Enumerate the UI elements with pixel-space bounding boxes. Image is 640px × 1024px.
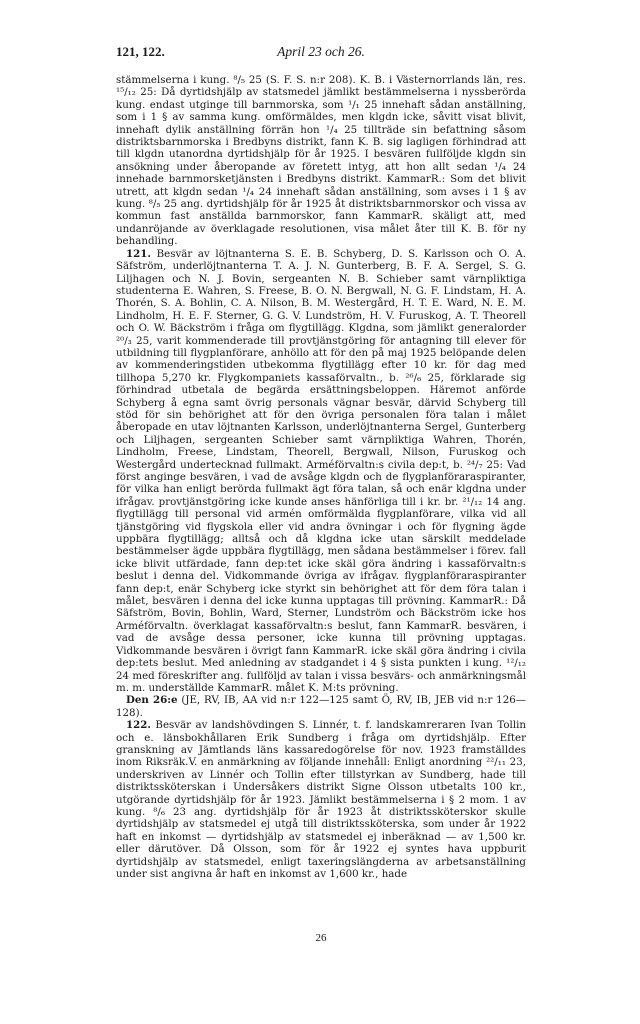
entry-122 bbox=[116, 719, 526, 880]
page-header bbox=[116, 44, 526, 74]
footer-page-number: 26 bbox=[315, 932, 327, 944]
session-participants: (JE, RV, IB, AA vid n:r 122—125 samt Ö, RV, IB, JEB vid n:r 126—128). bbox=[116, 694, 526, 719]
session-date: Den 26:e bbox=[126, 694, 178, 707]
entry-text: Besvär av löjtnanterna S. E. B. Schyberg, D. S. Karlsson och O. A. Säfström, underlöjtnanterna T. A. J. N. Gunterberg, B. F. A. Sergel, S. G. Liljhagen och N. J. Bovin, sergeanten N. B. Schieber samt värnpliktiga studenterna E. Wahren, S. Freese, B. O. N. Bergwall, N. G. F. Lindstam, H. A. Thorén, S. A. Bohlin, C. A. Nilson, B. M. Westergård, H. T. E. Ward, N. E. M. Lindholm, H. E. F. Sterner, G. G. V. Lundström, H. V. Furuskog, A. T. Theorell och O. W. Bäckström i fråga om flygtillägg. Klgdna, som jämlikt generalorder ²⁰/₃ 25, varit kommenderade till provtjänstgöring för antagning till elever för utbildning till flygplanförare, anhöllo att för den på maj 1925 belöpande delen av kommenderingstiden utbekomma flygtillägg efter 10 kr. för dag med tillhopa 5,270 kr. Flygkompaniets kassaförvaltn., b. ²⁶/₆ 25, förklarade sig förhindrad utbetala de begärda ersättningsbeloppen. Häremot anförde Schyberg å egna samt övrig personals vägnar besvär, därvid Schyberg till stöd för sin behörighet att för den övriga personalen föra talan i målet åberopade en utav löjtnanten Karlsson, underlöjtnanterna Sergel, Gunterberg och Liljhagen, sergeanten Schieber samt värnpliktiga Wahren, Thorén, Lindholm, Freese, Lindstam, Theorell, Bergwall, Nilson, Furuskog och Westergård undertecknad fullmakt. Arméförvaltn:s civila dep:t, b. ²⁴/₇ 25: Vad först anginge besvären, i vad de avsåge klgdn och de flygplanföraraspiranter, för vilka han enligt berörda fullmakt ägt föra talan, så och enär klgdna under ifrågav. provtjänstgöring icke kunde anses hänförliga till i kr. br. ²¹/₁₂ 14 ang. flygtillägg till personal vid armén omförmälda flygplanförare, vilka vid all tjänstgöring vid flygskola eller vid andra övningar i och för flygning ägde uppbära flygtillägg; alltså och då klgdna icke utan särskilt meddelade bestämmelser ägde uppbära flygtillägg, men sådana bestämmelser i förev. fall icke blivit utfärdade, fann dep:tet icke skäl göra ändring i kassaförvaltn:s beslut i denna del. Vidkommande övriga av ifrågav. flygplanföraraspiranter fann dep:t, enär Schyberg icke styrkt sin behörighet att för dem föra talan i målet, besvären i denna del icke kunna upptagas till prövning. KammarR.: Då Säfström, Bovin, Bohlin, Ward, Sterner, Lundström och Bäckström icke hos Arméförvaltn. överklagat kassaförvaltn:s beslut, fann KammarR. besvären, i vad de avsåge dessa personer, icke kunna till prövning upptagas. Vidkommande besvären i övrigt fann KammarR. icke skäl göra ändring i civila dep:tets beslut. Med anledning av stadgandet i 4 § sista punkten i kung. ¹²/₁₂ 24 med föreskrifter ang. fullföljd av talan i vissa besvärs- och anmärkningsmål m. m. underställde KammarR. målet K. M:ts prövning. bbox=[116, 247, 526, 694]
entry-text: stämmelserna i kung. ⁸/₅ 25 (S. F. S. n:r 208). K. B. i Västernorrlands län, res. ¹⁵/₁₂ 25: Då dyrtidshjälp av statsmedel jämlikt bestämmelserna i nyssberörda kung. endast utginge till barnmorska, som ¹/₁ 25 innehaft sådan anställning, som i 1 § av samma kung. omförmäldes, men klgdn icke, såvitt visat blivit, innehaft dylik anställning förrän hon ¹/₄ 25 tillträde sin befattning såsom distriktsbarnmorska i Bredbyns distrikt, fann K. B. sig lagligen förhindrad att till klgdn utanordna dyrtidshjälp för år 1925. I besvären fullföljde klgdn sin ansökning under åberopande av företett intyg, att hon allt sedan ¹/₄ 24 innehade barnmorsketjänsten i Bredbyns distrikt. KammarR.: Som det blivit utrett, att klgdn sedan ¹/₄ 24 innehaft sådan anställning, som avses i 1 § av kung. ⁸/₅ 25 ang. dyrtidshjälp för år 1925 åt distriktsbarnmorskor och vissa av kommun fast anställda barnmorskor, fann KammarR. skäligt att, med undanröjande av överklagade resolutionen, visa målet åter till K. B. för ny behandling. bbox=[116, 74, 526, 248]
body-text bbox=[116, 74, 526, 880]
entry-number: 121. bbox=[126, 247, 151, 260]
page-footer bbox=[116, 932, 526, 944]
entry-text: Besvär av landshövdingen S. Linnér, t. f. landskamreraren Ivan Tollin och e. länsbokhållaren Erik Sundberg i fråga om dyrtidshjälp. Efter granskning av Jämtlands läns kassaredogörelse för nov. 1923 framställdes inom Riksräk.V. en anmärkning av följande innehåll: Enligt anordning ²²/₁₁ 23, underskriven av Linnér och Tollin efter tillstyrkan av Sundberg, hade till distriktssköterskan i Undersåkers distrikt Signe Olsson utbetalts 100 kr., utgörande dyrtidshjälp för år 1923. Jämlikt bestämmelserna i § 2 mom. 1 av kung. ⁸/₆ 23 ang. dyrtidshjälp för år 1923 åt distriktssköterskor skulle dyrtidshjälp av statsmedel ej utgå till distriktssköterska, som under år 1922 haft en inkomst — dyrtidshjälp av statsmedel ej inberäknad — av 1,500 kr. eller därutöver. Då Olsson, som för år 1922 ej syntes hava uppburit dyrtidshjälp av statsmedel, enligt taxeringslängderna av arbetsanställning under sist angivna år haft en inkomst av 1,600 kr., hade bbox=[116, 719, 526, 880]
document-page bbox=[116, 44, 526, 1004]
entry-continuation bbox=[116, 74, 526, 248]
header-page-numbers: 121, 122. bbox=[116, 44, 165, 59]
session-date-heading bbox=[116, 694, 526, 719]
entry-121 bbox=[116, 248, 526, 695]
header-date: April 23 och 26. bbox=[277, 44, 365, 59]
entry-number: 122. bbox=[126, 719, 151, 732]
